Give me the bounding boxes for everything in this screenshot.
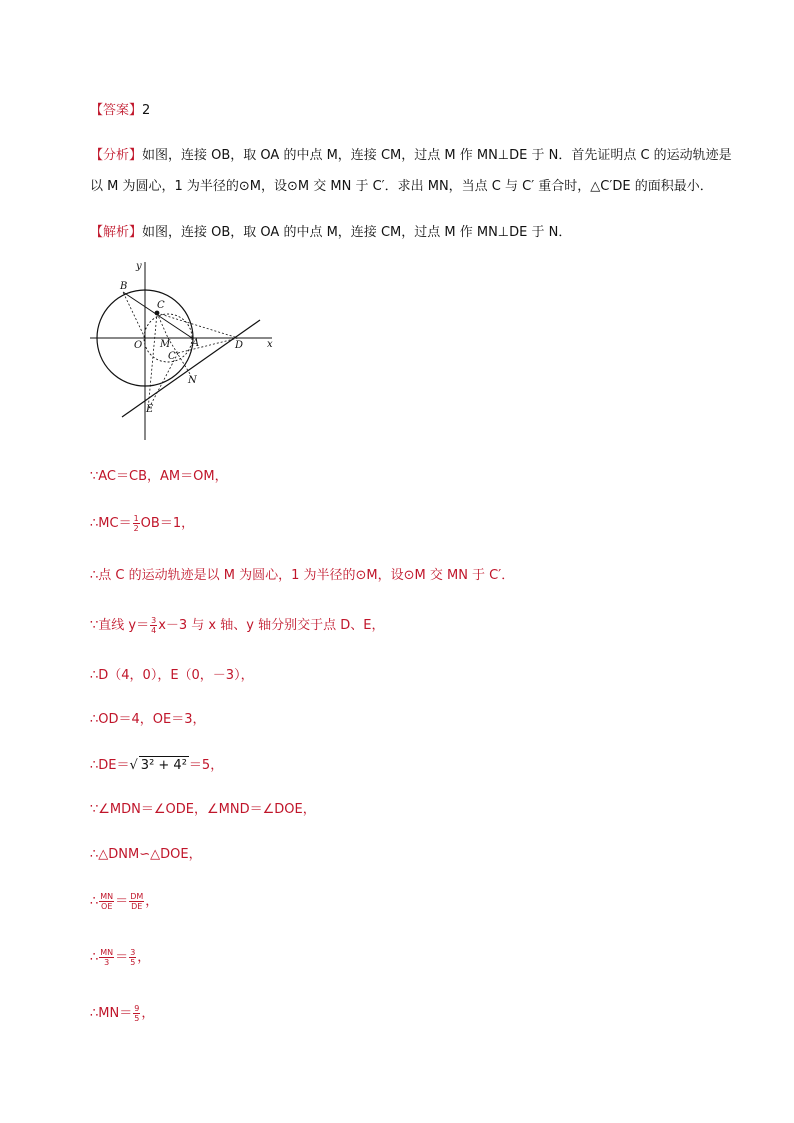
label-m: M [160, 339, 171, 350]
answer-value: 2 [142, 103, 151, 118]
label-c: C [157, 300, 165, 311]
step-3-text: ∴点 C 的运动轨迹是以 M 为圆心，1 为半径的⊙M，设⊙M 交 MN 于 C′． [90, 568, 515, 583]
step-12: ∴MN＝ $\frac{9}{5}$ ， [90, 1004, 155, 1023]
step-9 [90, 846, 202, 864]
label-b: B [120, 281, 128, 292]
step-3 [90, 567, 514, 585]
fraction-mn-3: $\frac{MN}{3}$ [100, 948, 114, 967]
step-8-text: ∵∠MDN＝∠ODE，∠MND＝∠DOE， [90, 802, 316, 817]
step-4-prefix: ∵直线 y＝ [90, 618, 150, 633]
analysis-tag: 【分析】 [90, 148, 143, 163]
label-a: A [192, 338, 200, 349]
label-d: D [235, 340, 244, 351]
segment-c2d [178, 338, 238, 353]
fraction-9-5: $\frac{9}{5}$ [134, 1004, 140, 1023]
label-x: x [267, 339, 273, 350]
answer-tag: 【答案】 [90, 103, 143, 118]
answer-line [90, 102, 150, 120]
step-10-prefix: ∴ [90, 894, 99, 909]
fraction-half: $\frac{1}{2}$ [133, 514, 139, 533]
solution-line [90, 224, 571, 242]
step-6 [90, 711, 206, 729]
segment-cd [157, 313, 238, 338]
segment-cm [157, 313, 168, 338]
step-2 [90, 514, 194, 533]
analysis-line-2 [90, 178, 713, 196]
fraction-dm-de: $\frac{DM}{DE}$ [130, 892, 144, 911]
label-y: y [136, 261, 142, 272]
fraction-three-quarters: $\frac{3}{4}$ [151, 616, 157, 635]
analysis-line-1 [90, 147, 732, 165]
step-7 [90, 756, 223, 775]
fraction-mn-oe: $\frac{MN}{OE}$ [100, 892, 114, 911]
solution-intro: 如图，连接 OB，取 OA 的中点 M，连接 CM，过点 M 作 MN⊥DE 于 N． [142, 225, 572, 240]
sqrt-sign: √ [129, 758, 138, 773]
sqrt-radicand: 3² + 4² [140, 758, 187, 773]
step-7-suffix: ＝5， [188, 758, 224, 773]
step-10: ∴ $\frac{MN}{OE}$ ＝ $\frac{DM}{DE}$ ， [90, 892, 159, 911]
step-1-text: ∵AC＝CB，AM＝OM， [90, 469, 228, 484]
step-4 [90, 616, 384, 635]
step-8 [90, 801, 316, 819]
analysis-text-2: 以 M 为圆心，1 为半径的⊙M，设⊙M 交 MN 于 C′．求出 MN，当点 C 与 C′ 重合时，△C′DE 的面积最小． [90, 179, 713, 194]
step-2-suffix: OB＝1， [140, 516, 195, 531]
geometry-figure [90, 252, 280, 442]
line-de [122, 320, 260, 417]
step-9-text: ∴△DNM∽△DOE， [90, 847, 202, 862]
label-n: N [188, 375, 197, 386]
analysis-text-1: 如图，连接 OB，取 OA 的中点 M，连接 CM，过点 M 作 MN⊥DE 于 N．首先证明点 C 的运动轨迹是 [142, 148, 732, 163]
step-6-text: ∴OD＝4，OE＝3， [90, 712, 206, 727]
step-11-prefix: ∴ [90, 950, 99, 965]
step-4-suffix: x－3 与 x 轴、y 轴分别交于点 D、E， [158, 618, 385, 633]
step-1 [90, 468, 228, 486]
step-5-text: ∴D（4，0），E（0，－3）， [90, 668, 254, 683]
step-5 [90, 667, 254, 685]
label-o: O [134, 340, 143, 351]
solution-tag: 【解析】 [90, 225, 143, 240]
step-2-prefix: ∴MC＝ [90, 516, 132, 531]
label-e: E [146, 404, 154, 415]
label-c-prime: C′ [168, 351, 178, 362]
fraction-3-5: $\frac{3}{5}$ [130, 948, 136, 967]
step-12-prefix: ∴MN＝ [90, 1006, 133, 1021]
point-c [155, 311, 160, 316]
step-7-prefix: ∴DE＝ [90, 758, 130, 773]
step-11: ∴ $\frac{MN}{3}$ ＝ $\frac{3}{5}$ ， [90, 948, 151, 967]
